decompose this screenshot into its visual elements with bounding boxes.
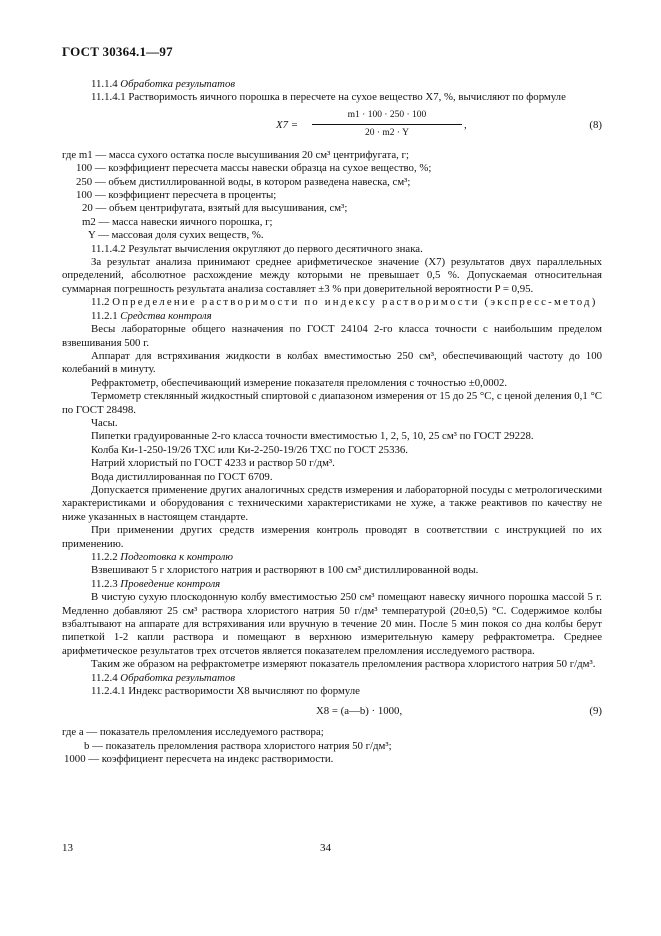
where-line: где m1 — масса сухого остатка после высушивания 20 см³ центрифугата, г; — [62, 148, 409, 161]
section-number: 11.2.1 — [91, 309, 118, 322]
section-title: Средства контроля — [120, 309, 212, 322]
equation-number: (8) — [589, 118, 602, 131]
section-number: 11.1.4 — [91, 78, 118, 90]
where-line: m2 — масса навески яичного порошка, г; — [82, 215, 273, 228]
section-heading-11-2 — [62, 296, 602, 309]
paragraph: За результат анализа принимают среднее арифметическое значение (X7) результатов двух параллельных определений, абсолютное расхождение между которыми не превышает 0,5 %. Допускаемая относительная суммарная погрешность результата анализа составляет ±3 % при доверительной вероятности P = 0,95. — [62, 256, 602, 295]
equation-number: (9) — [589, 705, 602, 718]
formula-numerator: m1 · 100 · 250 · 100 — [312, 109, 462, 125]
where-line: Y — массовая доля сухих веществ, %. — [88, 229, 264, 242]
where-line: 20 — объем центрифугата, взятый для высушивания, см³; — [82, 202, 348, 215]
paragraph: Таким же образом на рефрактометре измеряют показатель преломления раствора хлористого натрия 50 г/дм³. — [91, 658, 596, 671]
paragraph: Весы лабораторные общего назначения по ГОСТ 24104 2-го класса точности с наибольшим пределом взвешивания 500 г. — [62, 323, 602, 349]
section-number: 11.2.3 — [91, 577, 118, 590]
paragraph: 11.1.4.2 Результат вычисления округляют до первого десятичного знака. — [91, 242, 423, 255]
where-line: 1000 — коэффициент пересчета на индекс растворимости. — [64, 753, 334, 766]
formula-fraction — [312, 109, 462, 141]
where-line: 100 — коэффициент пересчета в проценты; — [76, 189, 277, 202]
section-heading-11-1-4 — [62, 78, 602, 91]
paragraph: Колба Ки-1-250-19/26 ТХС или Ки-2-250-19/26 ТХС по ГОСТ 25336. — [91, 443, 408, 456]
formula-9 — [62, 700, 602, 724]
subsection-heading — [62, 672, 602, 685]
subsection-heading — [62, 310, 602, 323]
formula-expression: X8 = (a—b) · 1000, — [316, 705, 403, 718]
formula-lhs: X7 = — [276, 118, 298, 131]
section-title: Подготовка к контролю — [120, 551, 233, 563]
subsection-heading — [62, 551, 602, 564]
formula-8 — [62, 107, 602, 145]
paragraph: Аппарат для встряхивания жидкости в колбах вместимостью 250 см³, обеспечивающий частоту до 100 колебаний в минуту. — [62, 349, 602, 376]
paragraph: При применении других средств измерения контроль проводят в соответствии с инструкцией по их применению. — [62, 524, 602, 550]
paragraph: Пипетки градуированные 2-го класса точности вместимостью 1, 2, 5, 10, 25 см³ по ГОСТ 29228. — [91, 430, 534, 443]
section-title: Обработка результатов — [120, 78, 236, 90]
paragraph: Термометр стеклянный жидкостный спиртовой с диапазоном измерения от 15 до 25 °С, с ценой деления 0,1 °С по ГОСТ 28498. — [62, 390, 602, 416]
footer-page-left: 13 — [62, 842, 73, 854]
paragraph: Рефрактометр, обеспечивающий измерение показателя преломления с точностью ±0,0002. — [91, 376, 508, 389]
section-title: Обработка результатов — [120, 671, 236, 684]
paragraph: Натрий хлористый по ГОСТ 4233 и раствор 50 г/дм³. — [91, 457, 335, 470]
paragraph: 11.1.4.1 Растворимость яичного порошка в пересчете на сухое вещество X7, %, вычисляют по формуле — [91, 91, 566, 104]
paragraph: 11.2.4.1 Индекс растворимости X8 вычисляют по формуле — [91, 685, 360, 698]
page-content — [62, 78, 602, 767]
formula-comma: , — [464, 118, 467, 131]
section-number: 11.2.4 — [91, 671, 118, 684]
subsection-heading — [62, 578, 602, 591]
paragraph: Взвешивают 5 г хлористого натрия и растворяют в 100 см³ дистиллированной воды. — [91, 564, 479, 577]
footer-page-number: 34 — [320, 842, 331, 854]
formula-denominator: 20 · m2 · Y — [365, 128, 409, 139]
page-header: ГОСТ 30364.1—97 — [62, 44, 173, 59]
paragraph: Допускается применение других аналогичных средств измерения и лабораторной посуды с метрологическими характеристиками и оборудования с техническими характеристиками не хуже, а также реактивов по качеству не ниже указанных в настоящем стандарте. — [62, 483, 602, 523]
where-line: где a — показатель преломления исследуемого раствора; — [62, 726, 324, 739]
section-number: 11.2 — [91, 296, 110, 309]
where-line: 250 — объем дистиллированной воды, в котором разведена навеска, см³; — [76, 175, 411, 188]
section-title: Определение растворимости по индексу растворимости (экспресс-метод) — [112, 296, 598, 309]
paragraph: Часы. — [91, 416, 118, 429]
paragraph: В чистую сухую плоскодонную колбу вместимостью 250 см³ помещают навеску яичного порошка массой 5 г. Медленно добавляют 25 см³ раствора хлористого натрия 50 г/дм³ температурой (20±0,5) °С. Содержимое колбы взбалтывают на аппарате для встряхивания или вручную в течение 20 мин. После 5 мин покоя со дна колбы берут пипеткой 1-2 капли раствора и помещают в верхнюю измерительную камеру рефрактометра. Среднее арифметическое результатов трех отсчетов является показателем преломления исследуемого раствора. — [62, 591, 602, 657]
paragraph: Вода дистиллированная по ГОСТ 6709. — [91, 470, 273, 483]
where-line: 100 — коэффициент пересчета массы навески образца на сухое вещество, %; — [76, 162, 432, 175]
where-line: b — показатель преломления раствора хлористого натрия 50 г/дм³; — [84, 739, 392, 752]
section-title: Проведение контроля — [120, 577, 221, 590]
section-number: 11.2.2 — [91, 551, 118, 563]
